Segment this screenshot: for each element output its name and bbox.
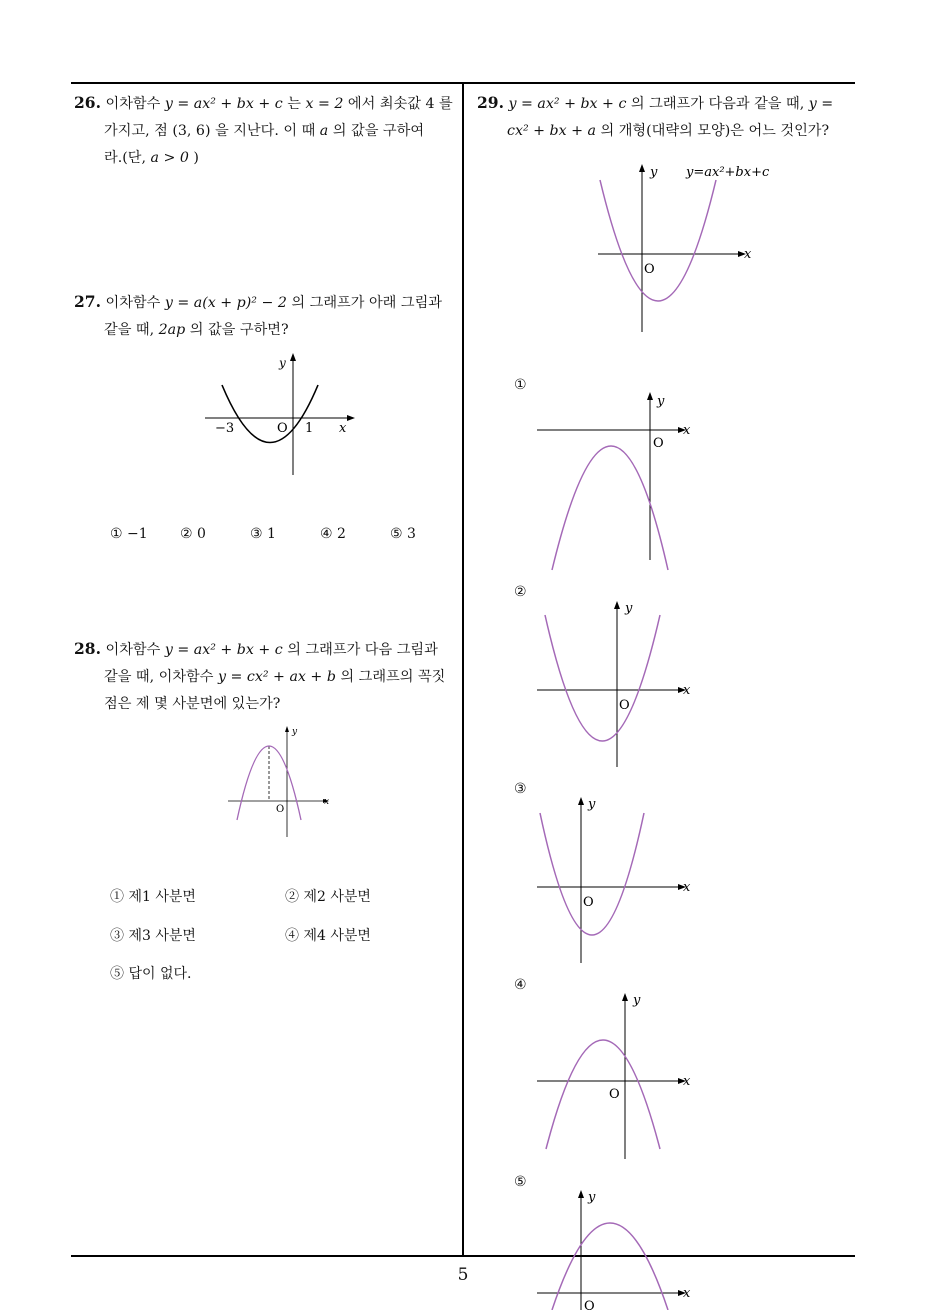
origin-label: O bbox=[277, 421, 288, 436]
x-axis-label: x bbox=[339, 421, 347, 436]
origin-label: O bbox=[644, 262, 655, 277]
x-axis-arrow-icon bbox=[347, 415, 355, 421]
parabola-curve bbox=[545, 615, 660, 741]
q28-graph bbox=[225, 722, 335, 842]
q29-choice-5-graph[interactable] bbox=[530, 1186, 710, 1310]
question-29 bbox=[477, 89, 833, 145]
q27-graph bbox=[200, 350, 370, 485]
y-axis-arrow-icon bbox=[578, 797, 584, 805]
parabola-curve bbox=[600, 180, 716, 301]
question-number: 29. bbox=[477, 93, 504, 112]
question-number: 27. bbox=[74, 292, 101, 311]
question-28 bbox=[74, 635, 445, 718]
q26-line-3: 라.(단, a > 0 ) bbox=[104, 150, 199, 166]
choice-3-mark[interactable]: ③ bbox=[514, 781, 527, 797]
question-26 bbox=[74, 89, 453, 172]
y-axis-label: y bbox=[279, 356, 286, 370]
q26-line-2: 가지고, 점 (3, 6) 을 지난다. 이 때 a 의 값을 구하여 bbox=[104, 123, 425, 139]
x-axis-label: x bbox=[324, 797, 330, 807]
origin-label: O bbox=[276, 804, 285, 815]
q26-line-1: 26. 이차함수 y = ax² + bx + c 는 x = 2 에서 최솟값 4 를 bbox=[74, 93, 453, 112]
q29-main-graph bbox=[590, 158, 790, 336]
choice-4-mark[interactable]: ④ bbox=[514, 977, 527, 993]
x-axis-label: x bbox=[683, 880, 691, 895]
q28-line-1: 28. 이차함수 y = ax² + bx + c 의 그래프가 다음 그림과 bbox=[74, 639, 438, 658]
y-axis-arrow-icon bbox=[622, 993, 628, 1001]
choice-1-mark[interactable]: ① bbox=[514, 377, 527, 393]
y-axis-label: y bbox=[657, 394, 665, 409]
parabola-curve bbox=[540, 813, 644, 935]
y-axis-arrow-icon bbox=[578, 1190, 584, 1198]
curve-label: y=ax²+bx+c bbox=[686, 165, 770, 180]
q29-choice-3-graph[interactable] bbox=[530, 793, 710, 965]
option-1[interactable]: ① −1 bbox=[110, 526, 148, 542]
q27-line-2: 같을 때, 2ap 의 값을 구하면? bbox=[104, 322, 289, 338]
option-2[interactable]: ② 0 bbox=[180, 526, 206, 542]
question-number: 28. bbox=[74, 639, 101, 658]
option-5[interactable]: ⑤ 답이 없다. bbox=[110, 966, 192, 982]
origin-label: O bbox=[609, 1087, 620, 1102]
y-axis-label: y bbox=[650, 165, 658, 180]
tick-label-left: −3 bbox=[215, 421, 235, 436]
x-axis-label: x bbox=[683, 683, 691, 698]
x-axis-label: x bbox=[683, 1286, 691, 1301]
parabola-curve bbox=[546, 1040, 660, 1149]
y-axis-label: y bbox=[588, 797, 596, 812]
q29-line-1: 29. y = ax² + bx + c 의 그래프가 다음과 같을 때, y = bbox=[477, 93, 834, 112]
x-axis-label: x bbox=[683, 1074, 691, 1089]
y-axis-label: y bbox=[292, 727, 298, 737]
choice-5-mark[interactable]: ⑤ bbox=[514, 1174, 527, 1190]
y-axis-label: y bbox=[625, 601, 633, 616]
y-axis-arrow-icon bbox=[285, 726, 289, 732]
q29-choice-1-graph[interactable] bbox=[530, 388, 710, 573]
y-axis-arrow-icon bbox=[290, 353, 296, 361]
option-4[interactable]: ④ 2 bbox=[320, 526, 346, 542]
q29-choice-4-graph[interactable] bbox=[530, 989, 710, 1161]
option-3[interactable]: ③ 제3 사분면 bbox=[110, 928, 196, 944]
y-axis-arrow-icon bbox=[647, 392, 653, 400]
y-axis-label: y bbox=[588, 1190, 596, 1205]
bottom-rule bbox=[71, 1255, 855, 1257]
parabola-curve bbox=[222, 385, 318, 443]
option-2[interactable]: ② 제2 사분면 bbox=[285, 889, 371, 905]
tick-label-right: 1 bbox=[305, 421, 314, 436]
origin-label: O bbox=[584, 1299, 595, 1310]
y-axis-arrow-icon bbox=[639, 164, 645, 172]
option-3[interactable]: ③ 1 bbox=[250, 526, 276, 542]
y-axis-label: y bbox=[633, 993, 641, 1008]
origin-label: O bbox=[619, 698, 630, 713]
question-27 bbox=[74, 288, 442, 344]
q28-line-2: 같을 때, 이차함수 y = cx² + ax + b 의 그래프의 꼭짓 bbox=[104, 669, 446, 685]
option-5[interactable]: ⑤ 3 bbox=[390, 526, 416, 542]
origin-label: O bbox=[653, 436, 664, 451]
origin-label: O bbox=[583, 895, 594, 910]
option-4[interactable]: ④ 제4 사분면 bbox=[285, 928, 371, 944]
q27-line-1: 27. 이차함수 y = a(x + p)² − 2 의 그래프가 아래 그림과 bbox=[74, 292, 442, 311]
x-axis-label: x bbox=[744, 247, 752, 262]
choice-2-mark[interactable]: ② bbox=[514, 584, 527, 600]
question-number: 26. bbox=[74, 93, 101, 112]
q29-line-2: cx² + bx + a 의 개형(대략의 모양)은 어느 것인가? bbox=[507, 123, 830, 139]
q29-choice-2-graph[interactable] bbox=[530, 597, 710, 769]
q28-line-3: 점은 제 몇 사분면에 있는가? bbox=[104, 696, 281, 712]
parabola-curve bbox=[552, 1223, 668, 1310]
option-1[interactable]: ① 제1 사분면 bbox=[110, 889, 196, 905]
page-number: 5 bbox=[457, 1265, 469, 1285]
parabola-curve bbox=[552, 446, 668, 570]
x-axis-label: x bbox=[683, 423, 691, 438]
column-divider bbox=[462, 82, 464, 1256]
y-axis-arrow-icon bbox=[614, 601, 620, 609]
